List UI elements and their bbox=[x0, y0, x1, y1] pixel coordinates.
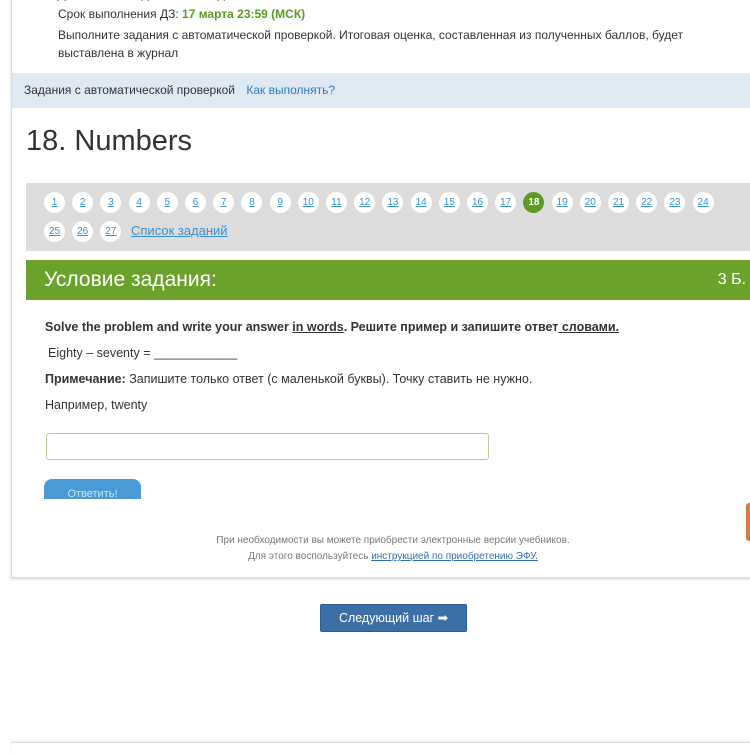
task-navigation bbox=[26, 183, 750, 251]
footer-prefix: Для этого воспользуйтесь bbox=[248, 551, 372, 562]
homework-description: Выполните задания с автоматической проверкой. Итоговая оценка, составленная из полученных баллов, будет выставлена в журнал bbox=[58, 28, 683, 60]
note-label: Примечание: bbox=[45, 372, 126, 386]
page-title: 18. Numbers bbox=[26, 125, 193, 157]
condition-title: Условие задания: bbox=[44, 268, 217, 291]
task-number-14[interactable]: 14 bbox=[411, 192, 432, 213]
task-equation: Eighty – seventy = ____________ bbox=[48, 346, 238, 360]
task-instruction bbox=[45, 320, 619, 334]
task-number-26[interactable]: 26 bbox=[72, 221, 93, 242]
task-note bbox=[45, 372, 532, 386]
task-number-4[interactable]: 4 bbox=[129, 192, 150, 213]
task-number-16[interactable]: 16 bbox=[467, 192, 488, 213]
instruction-part: . Решите пример и запишите ответ bbox=[343, 320, 559, 334]
task-number-17[interactable]: 17 bbox=[495, 192, 516, 213]
task-number-1[interactable]: 1 bbox=[44, 192, 65, 213]
task-number-10[interactable]: 10 bbox=[298, 192, 319, 213]
task-number-23[interactable]: 23 bbox=[664, 192, 685, 213]
footer-text bbox=[0, 533, 750, 565]
deadline bbox=[58, 7, 305, 21]
footer-line: При необходимости вы можете приобрести электронные версии учебников. bbox=[216, 535, 570, 546]
task-number-5[interactable]: 5 bbox=[157, 192, 178, 213]
task-number-7[interactable]: 7 bbox=[213, 192, 234, 213]
instruction-underlined: словами. bbox=[558, 320, 620, 334]
note-text: Запишите только ответ (с маленькой буквы). Точку ставить не нужно. bbox=[125, 372, 533, 386]
task-number-24[interactable]: 24 bbox=[693, 192, 714, 213]
task-number-6[interactable]: 6 bbox=[185, 192, 206, 213]
task-number-2[interactable]: 2 bbox=[72, 192, 93, 213]
task-number-12[interactable]: 12 bbox=[354, 192, 375, 213]
points-badge: 3 Б. bbox=[717, 271, 746, 288]
task-number-13[interactable]: 13 bbox=[382, 192, 403, 213]
homework-title bbox=[57, 0, 252, 1]
task-number-21[interactable]: 21 bbox=[608, 192, 629, 213]
submit-button[interactable]: Ответить! bbox=[44, 479, 141, 499]
task-number-19[interactable]: 19 bbox=[552, 192, 573, 213]
how-to-link[interactable]: Как выполнять? bbox=[246, 83, 336, 97]
next-card-edge bbox=[11, 742, 750, 754]
next-step-button[interactable]: Следующий шаг ➡ bbox=[320, 604, 467, 632]
task-number-11[interactable]: 11 bbox=[326, 192, 347, 213]
deadline-date: 17 марта 23:59 (МСК) bbox=[182, 7, 306, 21]
deadline-label: Срок выполнения ДЗ: bbox=[58, 7, 183, 21]
task-number-27[interactable]: 27 bbox=[100, 221, 121, 242]
instruction-part: Solve the problem and write your answer bbox=[45, 320, 293, 334]
tasks-bar bbox=[12, 73, 750, 108]
condition-header bbox=[26, 260, 750, 300]
task-number-22[interactable]: 22 bbox=[636, 192, 657, 213]
task-list-link[interactable]: Список заданий bbox=[131, 223, 228, 238]
task-example: Например, twenty bbox=[45, 398, 148, 412]
answer-input[interactable] bbox=[46, 433, 489, 460]
instruction-underlined: in words bbox=[292, 320, 344, 334]
tasks-bar-label: Задания с автоматической проверкой bbox=[24, 83, 235, 97]
task-number-15[interactable]: 15 bbox=[439, 192, 460, 213]
task-number-20[interactable]: 20 bbox=[580, 192, 601, 213]
task-number-8[interactable]: 8 bbox=[241, 192, 262, 213]
task-number-25[interactable]: 25 bbox=[44, 221, 65, 242]
task-number-9[interactable]: 9 bbox=[270, 192, 291, 213]
efu-instruction-link[interactable]: инструкцией по приобретению ЭФУ. bbox=[371, 551, 538, 562]
task-number-18[interactable]: 18 bbox=[523, 192, 544, 213]
task-number-3[interactable]: 3 bbox=[100, 192, 121, 213]
footer-line bbox=[0, 549, 750, 565]
